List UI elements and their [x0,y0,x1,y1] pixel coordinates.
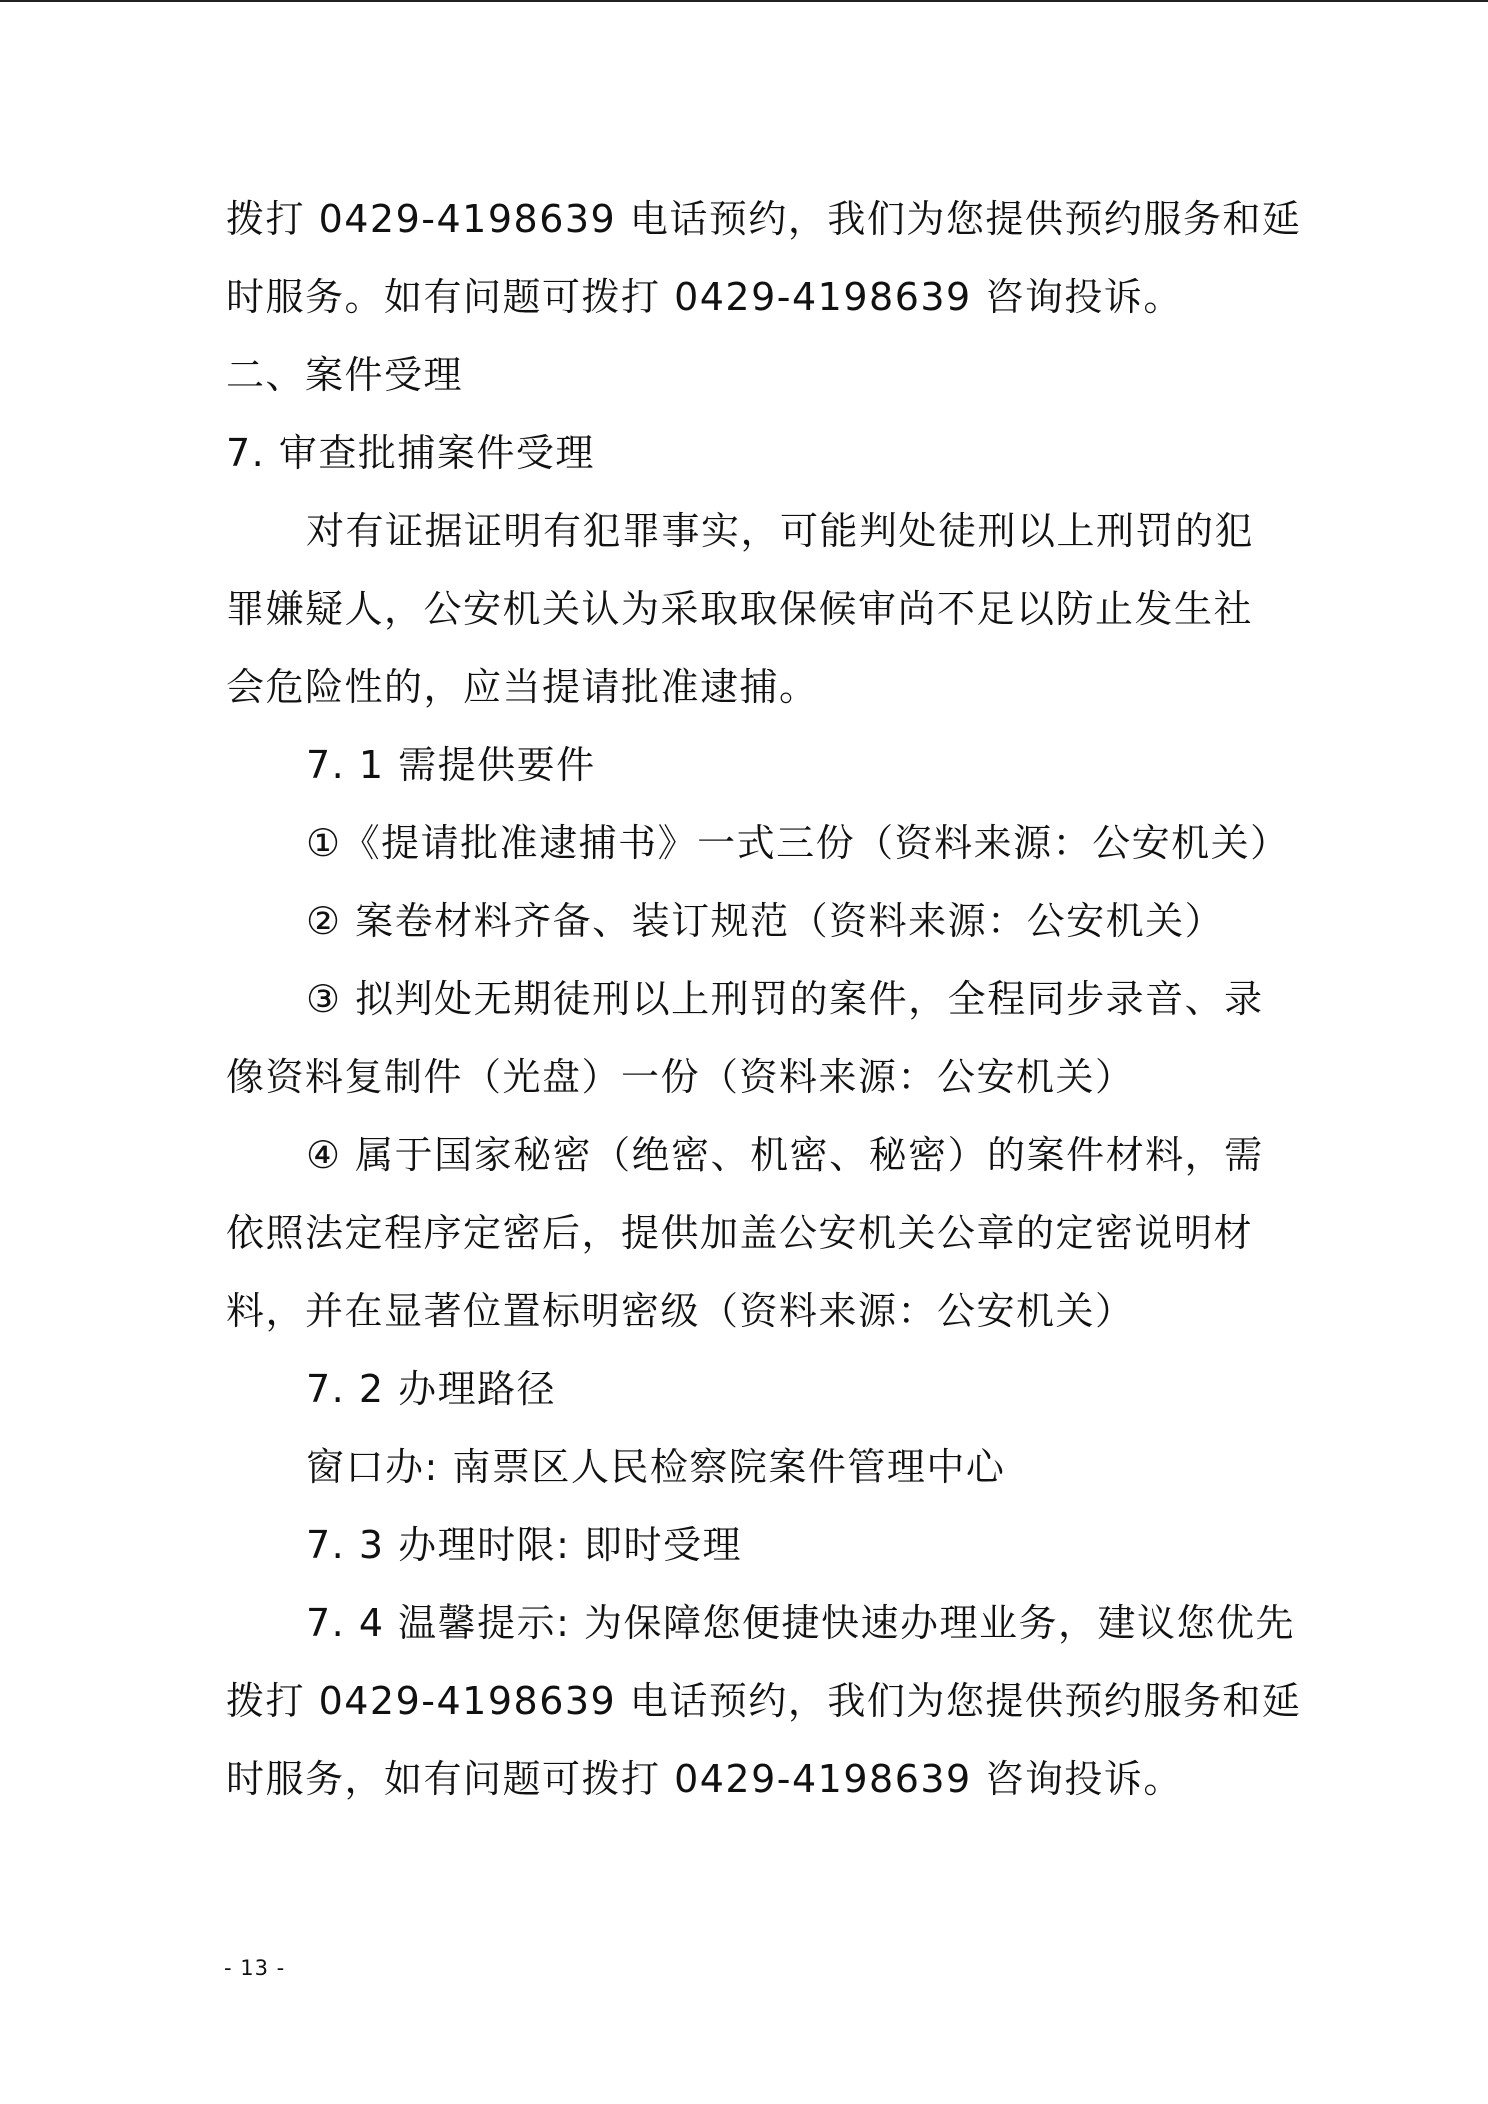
text-line-21: 时服务，如有问题可拨打 0429-4198639 咨询投诉。 [226,1757,1183,1801]
text-line-6: 罪嫌疑人，公安机关认为采取取保候审尚不足以防止发生社 [226,587,1254,631]
subsection-heading-7-4: 7. 4 温馨提示: 为保障您便捷快速办理业务，建议您优先 [306,1601,1295,1645]
text-line-2: 时服务。如有问题可拨打 0429-4198639 咨询投诉。 [226,275,1183,319]
processing-channel: 窗口办: 南票区人民检察院案件管理中心 [306,1445,1006,1489]
requirement-item-4-cont-1: 依照法定程序定密后，提供加盖公安机关公章的定密说明材 [226,1211,1254,1255]
subsection-heading-7-1: 7. 1 需提供要件 [306,743,596,787]
requirement-item-3-cont: 像资料复制件（光盘）一份（资料来源：公安机关） [226,1055,1135,1099]
subsection-heading-7-2: 7. 2 办理路径 [306,1367,557,1411]
subsection-heading-7: 7. 审查批捕案件受理 [226,431,595,475]
text-line-20: 拨打 0429-4198639 电话预约，我们为您提供预约服务和延 [226,1679,1302,1723]
text-line-7: 会危险性的，应当提请批准逮捕。 [226,665,819,709]
requirement-item-4-cont-2: 料，并在显著位置标明密级（资料来源：公安机关） [226,1289,1135,1333]
page-top-border [0,0,1488,2]
page-number: - 13 - [224,1956,286,1980]
subsection-heading-7-3: 7. 3 办理时限: 即时受理 [306,1523,742,1567]
section-heading-case-acceptance: 二、案件受理 [226,353,464,397]
requirement-item-3: ③ 拟判处无期徒刑以上刑罚的案件，全程同步录音、录 [306,977,1264,1021]
requirement-item-2: ② 案卷材料齐备、装订规范（资料来源：公安机关） [306,899,1225,943]
text-line-1: 拨打 0429-4198639 电话预约，我们为您提供预约服务和延 [226,197,1302,241]
requirement-item-4: ④ 属于国家秘密（绝密、机密、秘密）的案件材料，需 [306,1133,1264,1177]
requirement-item-1: ①《提请批准逮捕书》一式三份（资料来源：公安机关） [306,821,1290,865]
text-line-5: 对有证据证明有犯罪事实，可能判处徒刑以上刑罚的犯 [306,509,1255,553]
